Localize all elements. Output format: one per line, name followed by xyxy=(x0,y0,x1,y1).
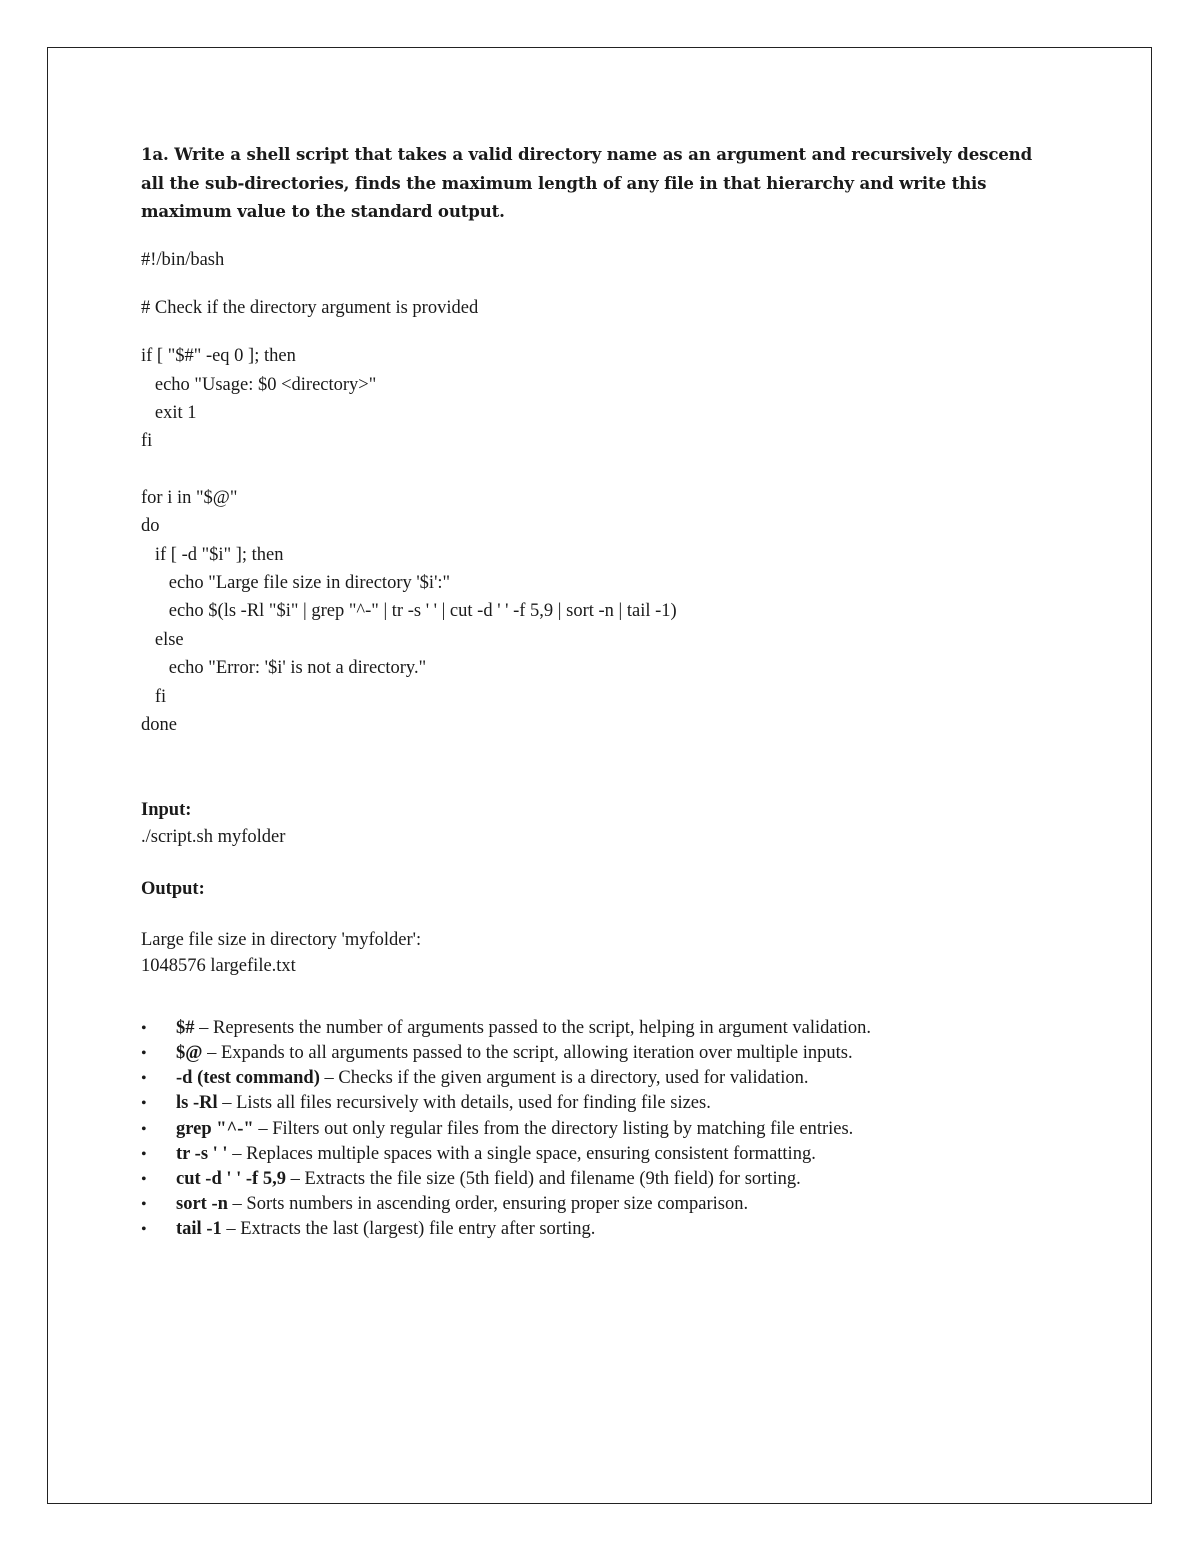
list-item xyxy=(141,1167,1071,1192)
list-item-term: ls -Rl xyxy=(176,1093,218,1114)
list-item xyxy=(141,1091,1071,1116)
bullet-icon: • xyxy=(141,1095,147,1113)
output-heading: Output: xyxy=(141,878,205,899)
list-item xyxy=(141,1016,1071,1041)
code-block-args-check xyxy=(141,342,1071,456)
list-item xyxy=(141,1066,1071,1091)
list-item-desc: – Replaces multiple spaces with a single space, ensuring consistent formatting. xyxy=(227,1143,816,1164)
question-line: maximum value to the standard output. xyxy=(141,201,505,221)
output-line: 1048576 largefile.txt xyxy=(141,956,296,977)
bullet-icon: • xyxy=(141,1196,147,1214)
list-item-term: tail -1 xyxy=(176,1219,222,1240)
document-content xyxy=(141,140,1071,1243)
list-item-desc: – Filters out only regular files from the directory listing by matching file entries. xyxy=(253,1118,854,1139)
bullet-icon: • xyxy=(141,1070,147,1088)
list-item-term: $@ xyxy=(176,1043,203,1064)
question-line: 1a. Write a shell script that takes a valid directory name as an argument and recursively descend xyxy=(141,144,1033,164)
list-item-desc: – Extracts the last (largest) file entry after sorting. xyxy=(221,1219,596,1240)
code-line: else xyxy=(141,629,184,650)
output-text xyxy=(141,927,1071,980)
code-line: echo $(ls -Rl "$i" | grep "^-" | tr -s ' ' | cut -d ' ' -f 5,9 | sort -n | tail -1) xyxy=(141,601,677,622)
code-line: exit 1 xyxy=(141,403,197,424)
code-line: echo "Usage: $0 <directory>" xyxy=(141,374,377,395)
list-item xyxy=(141,1192,1071,1217)
code-line: fi xyxy=(141,686,167,707)
list-item-desc: – Expands to all arguments passed to the script, allowing iteration over multiple inputs. xyxy=(202,1043,853,1064)
code-line: done xyxy=(141,714,177,735)
list-item xyxy=(141,1217,1071,1242)
question-line: all the sub-directories, finds the maximum length of any file in that hierarchy and write this xyxy=(141,172,987,193)
code-line: do xyxy=(141,516,160,537)
question-heading xyxy=(141,140,1071,226)
code-comment: # Check if the directory argument is provided xyxy=(141,297,479,318)
code-shebang: #!/bin/bash xyxy=(141,249,225,270)
list-item-desc: – Sorts numbers in ascending order, ensuring proper size comparison. xyxy=(227,1194,749,1215)
list-item-term: tr -s ' ' xyxy=(176,1143,228,1164)
list-item-desc: – Extracts the file size (5th field) and filename (9th field) for sorting. xyxy=(285,1169,801,1190)
bullet-icon: • xyxy=(141,1171,147,1189)
bullet-icon: • xyxy=(141,1145,147,1163)
code-line: fi xyxy=(141,431,153,452)
list-item-term: -d (test command) xyxy=(176,1068,320,1089)
code-line: for i in "$@" xyxy=(141,487,238,508)
bullet-icon: • xyxy=(141,1019,147,1037)
list-item-desc: – Checks if the given argument is a directory, used for validation. xyxy=(319,1068,809,1089)
output-line: Large file size in directory 'myfolder': xyxy=(141,929,422,950)
list-item xyxy=(141,1142,1071,1167)
code-block-loop xyxy=(141,484,1071,740)
bullet-icon: • xyxy=(141,1221,147,1239)
list-item-desc: – Represents the number of arguments passed to the script, helping in argument validation. xyxy=(194,1017,871,1038)
code-line: if [ -d "$i" ]; then xyxy=(141,544,284,565)
bullet-icon: • xyxy=(141,1045,147,1063)
list-item-term: grep "^-" xyxy=(176,1118,254,1139)
code-line: if [ "$#" -eq 0 ]; then xyxy=(141,346,296,367)
list-item-desc: – Lists all files recursively with details, used for finding file sizes. xyxy=(217,1093,711,1114)
code-line: echo "Large file size in directory '$i':" xyxy=(141,573,451,594)
input-heading: Input: xyxy=(141,800,192,821)
explanation-list xyxy=(141,1016,1071,1243)
list-item-term: cut -d ' ' -f 5,9 xyxy=(176,1169,286,1190)
list-item xyxy=(141,1117,1071,1142)
code-line: echo "Error: '$i' is not a directory." xyxy=(141,658,427,679)
list-item xyxy=(141,1041,1071,1066)
list-item-term: $# xyxy=(176,1017,195,1038)
list-item-term: sort -n xyxy=(176,1194,228,1215)
bullet-icon: • xyxy=(141,1120,147,1138)
input-command: ./script.sh myfolder xyxy=(141,827,286,848)
